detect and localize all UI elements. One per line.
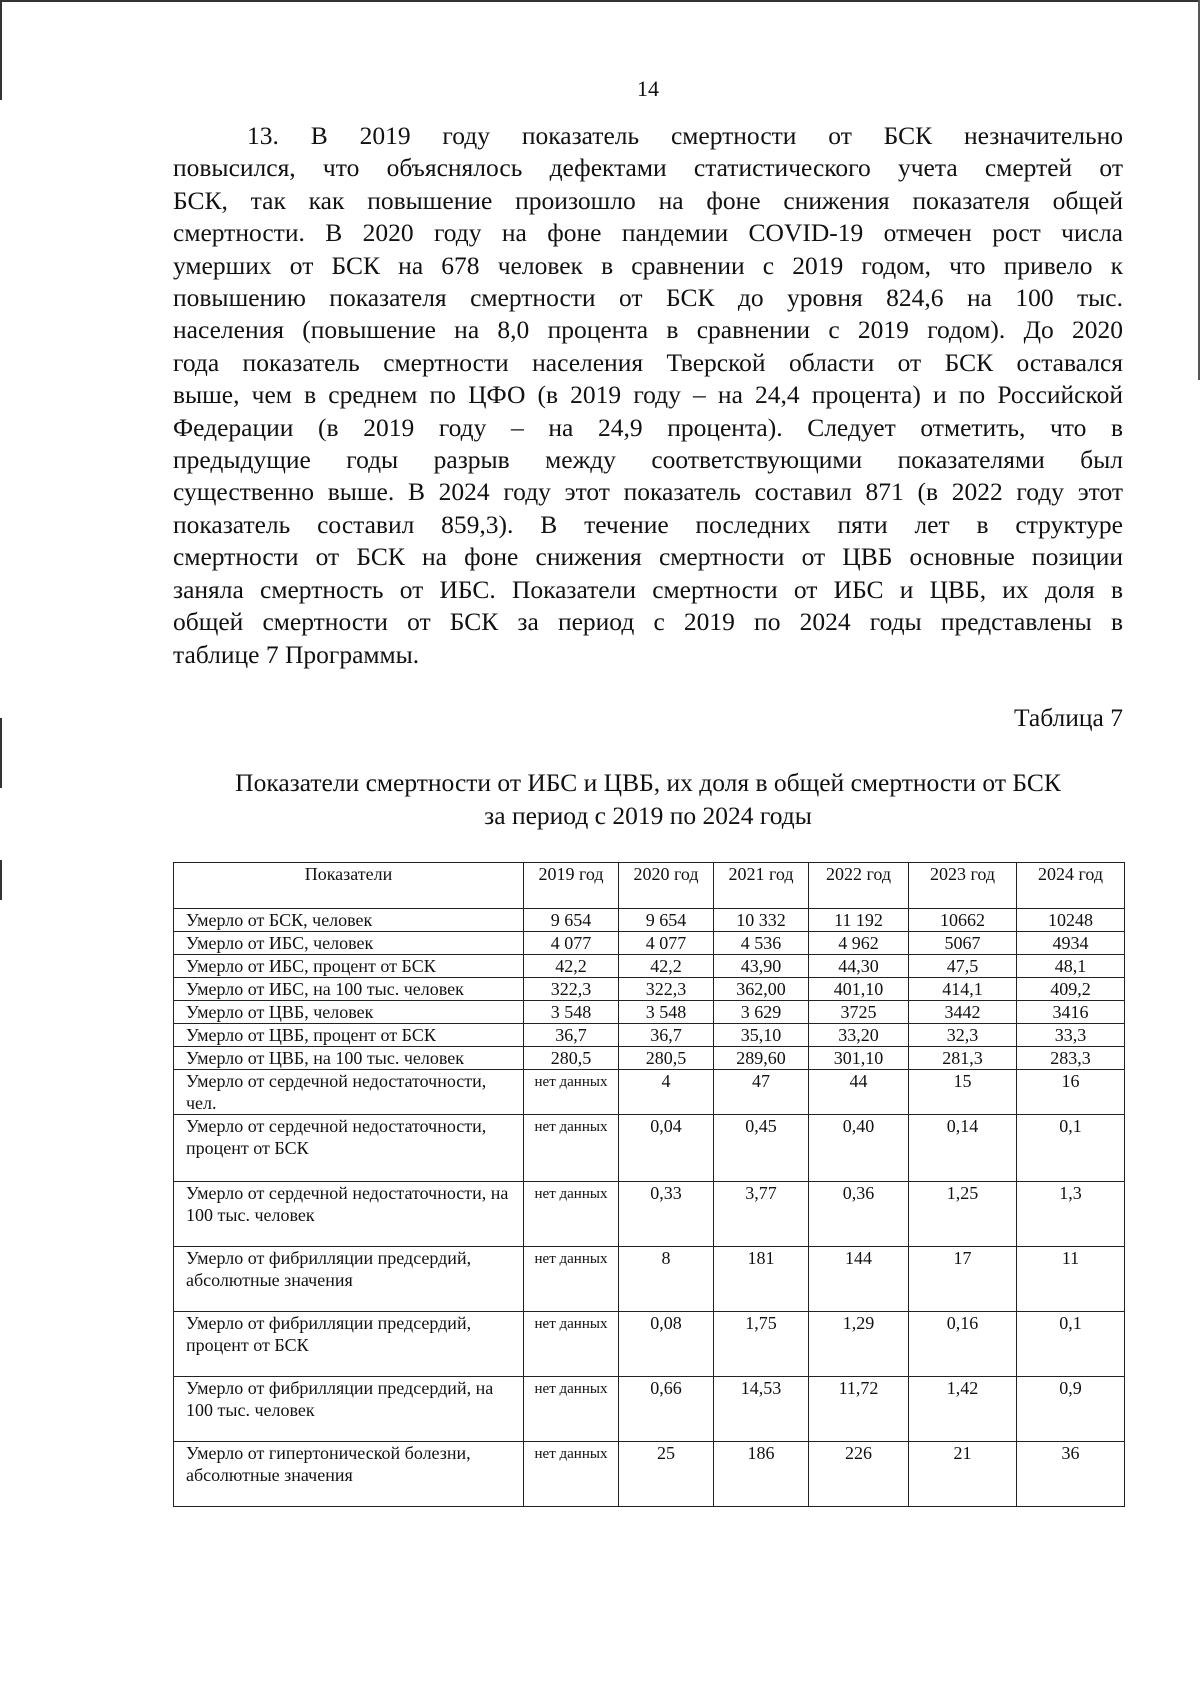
row-label: Умерло от фибрилляции предсердий, на 100 тыс. человек bbox=[174, 1377, 524, 1442]
table-row bbox=[174, 1115, 1125, 1182]
table-cell: 4 bbox=[619, 1070, 714, 1115]
scan-border-left bbox=[0, 718, 2, 788]
table-title-line: Показатели смертности от ИБС и ЦВБ, их доля в общей смертности от БСК bbox=[235, 768, 1061, 797]
table-cell: 33,20 bbox=[809, 1024, 909, 1047]
table-row bbox=[174, 1070, 1125, 1115]
table-cell: 33,3 bbox=[1017, 1024, 1125, 1047]
scan-border-top bbox=[0, 0, 1200, 2]
table-row bbox=[174, 1312, 1125, 1377]
table-cell: 226 bbox=[809, 1442, 909, 1507]
table-cell: нет данных bbox=[524, 1115, 619, 1182]
table-cell: 10 332 bbox=[714, 909, 809, 932]
table-cell: 322,3 bbox=[524, 978, 619, 1001]
table-cell: 3725 bbox=[809, 1001, 909, 1024]
row-label: Умерло от ЦВБ, на 100 тыс. человек bbox=[174, 1047, 524, 1070]
table-cell: 11,72 bbox=[809, 1377, 909, 1442]
table-cell: 35,10 bbox=[714, 1024, 809, 1047]
paragraph-line: показатель составил 859,3). В течение последних пяти лет в структуре bbox=[173, 509, 1123, 539]
paragraph-line: таблице 7 Программы. bbox=[173, 639, 420, 669]
paragraph-line: предыдущие годы разрыв между соответствующими показателями был bbox=[173, 445, 1123, 475]
table-cell: 3 548 bbox=[524, 1001, 619, 1024]
table-cell: 362,00 bbox=[714, 978, 809, 1001]
table-cell: 16 bbox=[1017, 1070, 1125, 1115]
row-label: Умерло от фибрилляции предсердий, процент от БСК bbox=[174, 1312, 524, 1377]
table-cell: 4 536 bbox=[714, 932, 809, 955]
table-cell: 1,75 bbox=[714, 1312, 809, 1377]
table-cell: 44 bbox=[809, 1070, 909, 1115]
table-cell: нет данных bbox=[524, 1442, 619, 1507]
table-row bbox=[174, 1001, 1125, 1024]
table-cell: 11 bbox=[1017, 1247, 1125, 1312]
table-cell: 181 bbox=[714, 1247, 809, 1312]
table-cell: 0,9 bbox=[1017, 1377, 1125, 1442]
table-cell: 0,36 bbox=[809, 1182, 909, 1247]
table-cell: нет данных bbox=[524, 1247, 619, 1312]
table-header-cell: 2024 год bbox=[1017, 863, 1125, 909]
table-header-cell: 2023 год bbox=[909, 863, 1017, 909]
row-label: Умерло от фибрилляции предсердий, абсолютные значения bbox=[174, 1247, 524, 1312]
table-row bbox=[174, 1024, 1125, 1047]
table-cell: 21 bbox=[909, 1442, 1017, 1507]
paragraph-line: повышению показателя смертности от БСК до уровня 824,6 на 100 тыс. bbox=[173, 283, 1123, 313]
table-cell: 401,10 bbox=[809, 978, 909, 1001]
table-header-cell: 2022 год bbox=[809, 863, 909, 909]
table-cell: 0,1 bbox=[1017, 1115, 1125, 1182]
table-cell: 14,53 bbox=[714, 1377, 809, 1442]
table-row bbox=[174, 909, 1125, 932]
table-header-cell: 2020 год bbox=[619, 863, 714, 909]
table-cell: 3,77 bbox=[714, 1182, 809, 1247]
table-row bbox=[174, 1377, 1125, 1442]
paragraph-line: умерших от БСК на 678 человек в сравнении с 2019 годом, что привело к bbox=[173, 250, 1123, 280]
table-cell: 0,66 bbox=[619, 1377, 714, 1442]
table-cell: 280,5 bbox=[619, 1047, 714, 1070]
table-label: Таблица 7 bbox=[1013, 703, 1123, 732]
table-cell: 414,1 bbox=[909, 978, 1017, 1001]
row-label: Умерло от сердечной недостаточности, чел. bbox=[174, 1070, 524, 1115]
table-cell: 4 962 bbox=[809, 932, 909, 955]
table-cell: 3442 bbox=[909, 1001, 1017, 1024]
table-cell: 3416 bbox=[1017, 1001, 1125, 1024]
table-cell: 4 077 bbox=[619, 932, 714, 955]
table-cell: 0,14 bbox=[909, 1115, 1017, 1182]
paragraph-line: выше, чем в среднем по ЦФО (в 2019 году – на 24,4 процента) и по Российской bbox=[173, 380, 1123, 410]
table-header-cell: Показатели bbox=[174, 863, 524, 909]
table-cell: 322,3 bbox=[619, 978, 714, 1001]
paragraph-13 bbox=[173, 120, 1123, 671]
paragraph-line: населения (повышение на 8,0 процента в сравнении с 2019 годом). До 2020 bbox=[173, 315, 1123, 345]
table-cell: 186 bbox=[714, 1442, 809, 1507]
table-cell: нет данных bbox=[524, 1070, 619, 1115]
table-cell: 17 bbox=[909, 1247, 1017, 1312]
paragraph-line: смертности. В 2020 году на фоне пандемии COVID-19 отмечен рост числа bbox=[173, 218, 1123, 248]
table-cell: 1,3 bbox=[1017, 1182, 1125, 1247]
table-cell: нет данных bbox=[524, 1377, 619, 1442]
table-cell: 25 bbox=[619, 1442, 714, 1507]
table-cell: 3 629 bbox=[714, 1001, 809, 1024]
table-cell: 9 654 bbox=[524, 909, 619, 932]
paragraph-line: смертности от БСК на фоне снижения смертности от ЦВБ основные позиции bbox=[173, 542, 1123, 572]
table-cell: 47 bbox=[714, 1070, 809, 1115]
table-cell: 32,3 bbox=[909, 1024, 1017, 1047]
table-cell: 1,29 bbox=[809, 1312, 909, 1377]
table-header-row bbox=[174, 863, 1125, 909]
scan-border-left bbox=[0, 860, 2, 900]
table-row bbox=[174, 955, 1125, 978]
table-cell: 283,3 bbox=[1017, 1047, 1125, 1070]
table-cell: 0,08 bbox=[619, 1312, 714, 1377]
table-cell: 3 548 bbox=[619, 1001, 714, 1024]
row-label: Умерло от ИБС, процент от БСК bbox=[174, 955, 524, 978]
row-label: Умерло от сердечной недостаточности, процент от БСК bbox=[174, 1115, 524, 1182]
table-row bbox=[174, 1182, 1125, 1247]
row-label: Умерло от ИБС, на 100 тыс. человек bbox=[174, 978, 524, 1001]
table-cell: 144 bbox=[809, 1247, 909, 1312]
table-cell: 289,60 bbox=[714, 1047, 809, 1070]
table-cell: 409,2 bbox=[1017, 978, 1125, 1001]
table-title-line: за период с 2019 по 2024 годы bbox=[484, 801, 812, 830]
table-cell: 0,04 bbox=[619, 1115, 714, 1182]
table-cell: 10248 bbox=[1017, 909, 1125, 932]
table-cell: 0,16 bbox=[909, 1312, 1017, 1377]
table-cell: 0,1 bbox=[1017, 1312, 1125, 1377]
paragraph-line: существенно выше. В 2024 году этот показатель составил 871 (в 2022 году этот bbox=[173, 477, 1123, 507]
table-cell: 280,5 bbox=[524, 1047, 619, 1070]
table-cell: 9 654 bbox=[619, 909, 714, 932]
table-cell: 43,90 bbox=[714, 955, 809, 978]
paragraph-line: заняла смертность от ИБС. Показатели смертности от ИБС и ЦВБ, их доля в bbox=[173, 574, 1123, 604]
table-cell: 0,45 bbox=[714, 1115, 809, 1182]
table-cell: 10662 bbox=[909, 909, 1017, 932]
table-cell: 36,7 bbox=[619, 1024, 714, 1047]
table-cell: 11 192 bbox=[809, 909, 909, 932]
table-cell: 0,40 bbox=[809, 1115, 909, 1182]
table-cell: 281,3 bbox=[909, 1047, 1017, 1070]
table-cell: 36,7 bbox=[524, 1024, 619, 1047]
paragraph-line: повысился, что объяснялось дефектами статистического учета смертей от bbox=[173, 153, 1123, 183]
table-cell: 42,2 bbox=[619, 955, 714, 978]
table-cell: 4934 bbox=[1017, 932, 1125, 955]
table-cell: 1,42 bbox=[909, 1377, 1017, 1442]
table-header-cell: 2021 год bbox=[714, 863, 809, 909]
table-header-cell: 2019 год bbox=[524, 863, 619, 909]
paragraph-line: 13. В 2019 году показатель смертности от БСК незначительно bbox=[247, 121, 1123, 150]
table-cell: 44,30 bbox=[809, 955, 909, 978]
table-cell: 47,5 bbox=[909, 955, 1017, 978]
mortality-table bbox=[173, 862, 1125, 1507]
paragraph-line: Федерации (в 2019 году – на 24,9 процента). Следует отметить, что в bbox=[173, 412, 1123, 442]
row-label: Умерло от ЦВБ, процент от БСК bbox=[174, 1024, 524, 1047]
row-label: Умерло от БСК, человек bbox=[174, 909, 524, 932]
paragraph-line: общей смертности от БСК за период с 2019 по 2024 годы представлены в bbox=[173, 607, 1123, 637]
table-cell: 0,33 bbox=[619, 1182, 714, 1247]
page-number: 14 bbox=[637, 76, 659, 101]
table-cell: 48,1 bbox=[1017, 955, 1125, 978]
table-row bbox=[174, 1247, 1125, 1312]
table-cell: 36 bbox=[1017, 1442, 1125, 1507]
table-cell: 5067 bbox=[909, 932, 1017, 955]
table-cell: нет данных bbox=[524, 1182, 619, 1247]
table-cell: нет данных bbox=[524, 1312, 619, 1377]
table-title bbox=[173, 766, 1123, 832]
table-cell: 8 bbox=[619, 1247, 714, 1312]
table-cell: 4 077 bbox=[524, 932, 619, 955]
table-row bbox=[174, 932, 1125, 955]
row-label: Умерло от ИБС, человек bbox=[174, 932, 524, 955]
table-row bbox=[174, 1442, 1125, 1507]
row-label: Умерло от сердечной недостаточности, на 100 тыс. человек bbox=[174, 1182, 524, 1247]
row-label: Умерло от гипертонической болезни, абсолютные значения bbox=[174, 1442, 524, 1507]
table-cell: 15 bbox=[909, 1070, 1017, 1115]
row-label: Умерло от ЦВБ, человек bbox=[174, 1001, 524, 1024]
table-row bbox=[174, 978, 1125, 1001]
paragraph-line: года показатель смертности населения Тверской области от БСК оставался bbox=[173, 347, 1123, 377]
table-row bbox=[174, 1047, 1125, 1070]
table-cell: 42,2 bbox=[524, 955, 619, 978]
paragraph-line: БСК, так как повышение произошло на фоне снижения показателя общей bbox=[173, 185, 1123, 215]
table-cell: 301,10 bbox=[809, 1047, 909, 1070]
table-cell: 1,25 bbox=[909, 1182, 1017, 1247]
